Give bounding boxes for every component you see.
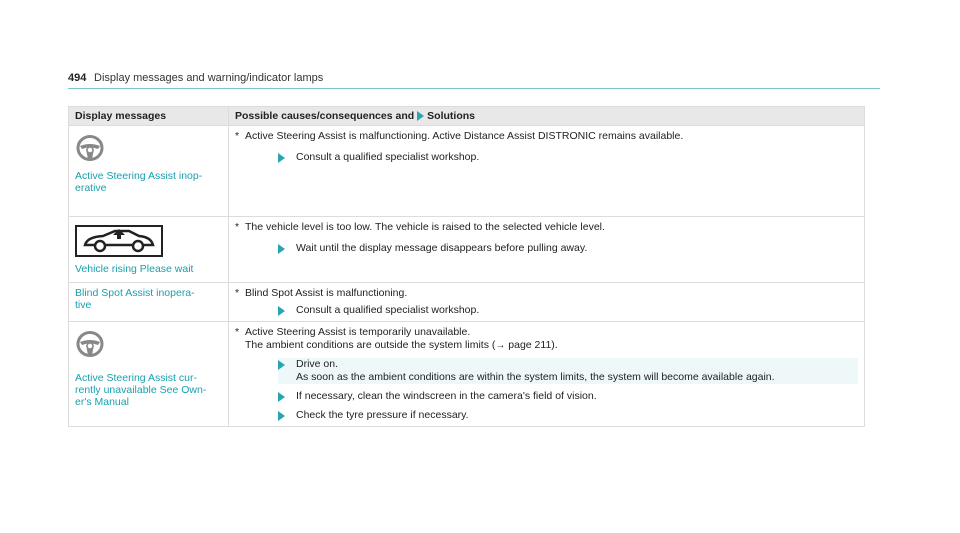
display-messages-table — [68, 106, 865, 427]
solution-cell — [229, 283, 865, 322]
cause-text: Active Steering Assist is temporarily unavailable. — [245, 326, 471, 338]
bullet-star: * — [235, 130, 240, 142]
solution-item — [278, 242, 858, 255]
solution-text: If necessary, clean the windscreen in the camera's field of vision. — [296, 390, 597, 402]
table-row — [69, 217, 865, 283]
solution-text: Consult a qualified specialist workshop. — [296, 304, 480, 316]
solution-arrow-icon — [278, 392, 285, 402]
solution-item — [278, 390, 858, 403]
solution-arrow-icon — [278, 306, 285, 316]
solution-arrow-icon — [278, 360, 285, 370]
table-row — [69, 322, 865, 427]
solution-item — [278, 409, 858, 422]
message-label: Active Steering Assist inop- erative — [75, 170, 203, 194]
solution-text: Check the tyre pressure if necessary. — [296, 409, 469, 421]
page-title: Display messages and warning/indicator lamps — [94, 72, 324, 84]
table-row — [69, 283, 865, 322]
solution-arrow-icon — [278, 244, 285, 254]
solution-arrow-icon — [417, 111, 424, 121]
solution-cell — [229, 126, 865, 217]
col-header-solutions-text: Solutions — [427, 110, 476, 122]
page-header — [68, 70, 880, 89]
solution-arrow-icon — [278, 411, 285, 421]
cause-detail: The ambient conditions are outside the system limits ( — [245, 339, 496, 351]
cause-item — [235, 130, 858, 143]
steering-wheel-icon — [75, 134, 115, 164]
table-header-row — [69, 107, 865, 126]
steering-wheel-icon — [75, 330, 115, 360]
cause-text: The vehicle level is too low. The vehicle is raised to the selected vehicle level. — [245, 221, 605, 233]
message-cell — [69, 283, 229, 322]
solution-cell — [229, 322, 865, 427]
bullet-star: * — [235, 221, 240, 233]
solution-text: Wait until the display message disappears before pulling away. — [296, 242, 588, 254]
message-cell — [69, 322, 229, 427]
solution-item — [278, 358, 858, 384]
message-label: Blind Spot Assist inopera- tive — [75, 287, 195, 311]
message-cell — [69, 217, 229, 283]
cause-item — [235, 287, 858, 300]
solution-text: Drive on. — [296, 358, 339, 370]
col-header-causes — [229, 107, 865, 126]
cause-text: Blind Spot Assist is malfunctioning. — [245, 287, 408, 299]
solution-arrow-icon — [278, 153, 285, 163]
page-ref-link[interactable]: page 211). — [505, 339, 558, 351]
cause-text: Active Steering Assist is malfunctioning. Active Distance Assist DISTRONIC remains available. — [245, 130, 684, 142]
solution-text: Consult a qualified specialist workshop. — [296, 151, 480, 163]
solution-item — [278, 151, 858, 164]
solution-cell — [229, 217, 865, 283]
page-number: 494 — [68, 72, 87, 84]
bullet-star: * — [235, 326, 240, 338]
cause-item — [235, 221, 858, 234]
vehicle-rising-icon — [75, 225, 165, 257]
cause-item — [235, 326, 858, 352]
message-label: Active Steering Assist cur- rently unavailable See Own- er's Manual — [75, 372, 207, 408]
solution-item — [278, 304, 858, 317]
message-label: Vehicle rising Please wait — [75, 263, 194, 275]
col-header-messages: Display messages — [69, 107, 229, 126]
bullet-star: * — [235, 287, 240, 299]
table-row — [69, 126, 865, 217]
message-cell — [69, 126, 229, 217]
solution-detail: As soon as the ambient conditions are within the system limits, the system will become available again. — [296, 371, 775, 383]
col-header-causes-text: Possible causes/consequences and — [235, 110, 415, 122]
page-ref-arrow: → — [495, 340, 506, 351]
